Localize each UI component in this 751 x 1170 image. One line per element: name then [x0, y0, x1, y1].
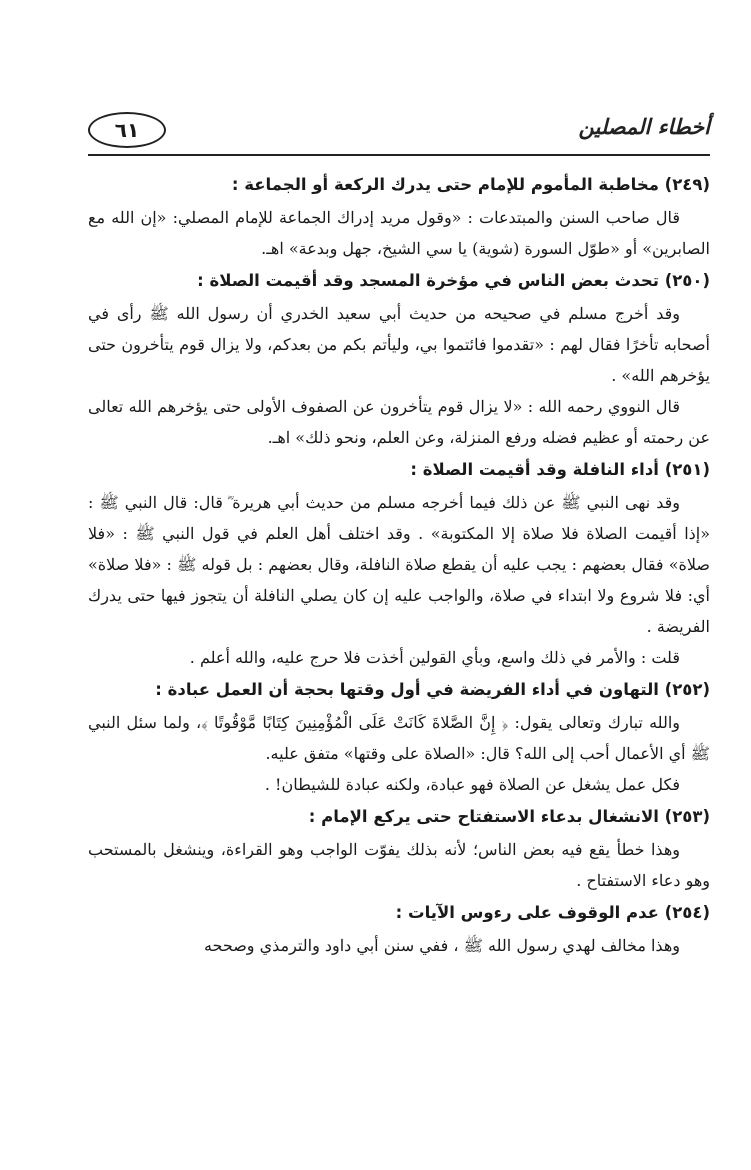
- paragraph: قلت : والأمر في ذلك واسع، وبأي القولين أخذت فلا حرج عليه، والله أعلم .: [189, 648, 680, 667]
- header-rule: [88, 154, 710, 156]
- running-title: أخطاء المصلين: [578, 114, 710, 139]
- paragraph: قال صاحب السنن والمبتدعات : «وقول مريد إدراك الجماعة للإمام المصلي: «إن الله مع الصابرين» أو «طوّل السورة (شوية) يا سي الشيخ، جهل وبدعة» اهـ.: [88, 208, 710, 258]
- paragraph: قال النووي رحمه الله : «لا يزال قوم يتأخرون عن الصفوف الأولى حتى يؤخرهم الله تعالى عن رحمته أو عظيم فضله ورفع المنزلة، وعن العلم، ونحو ذلك» اهـ.: [88, 397, 710, 447]
- section-heading-249: (٢٤٩) مخاطبة المأموم للإمام حتى يدرك الركعة أو الجماعة :: [231, 175, 710, 194]
- paragraph: وهذا مخالف لهدي رسول الله ﷺ ، ففي سنن أبي داود والترمذي وصححه: [203, 936, 680, 955]
- page-body: [88, 168, 710, 961]
- section-heading-254: (٢٥٤) عدم الوقوف على رءوس الآيات :: [395, 903, 710, 922]
- page-number: ٦١: [88, 112, 166, 148]
- section-heading-251: (٢٥١) أداء النافلة وقد أقيمت الصلاة :: [410, 460, 710, 479]
- paragraph: وهذا خطأ يقع فيه بعض الناس؛ لأنه بذلك يفوّت الواجب وهو القراءة، وينشغل بالمستحب وهو دعاء الاستفتاح .: [88, 840, 710, 890]
- paragraph: وقد نهى النبي ﷺ عن ذلك فيما أخرجه مسلم من حديث أبي هريرة ؓ قال: قال النبي ﷺ : «إذا أقيمت الصلاة فلا صلاة إلا المكتوبة» . وقد اختلف أهل العلم في قول النبي ﷺ : «فلا صلاة» فقال بعضهم : يجب عليه أن يقطع صلاة النافلة، وقال بعضهم : بل قوله ﷺ : «فلا صلاة» أي: فلا شروع ولا ابتداء في صلاة، والواجب عليه إن كان يصلي النافلة أن يتجوز فيها حتى يدرك الفريضة .: [88, 493, 710, 636]
- page-header: [88, 112, 710, 152]
- paragraph: وقد أخرج مسلم في صحيحه من حديث أبي سعيد الخدري أن رسول الله ﷺ رأى في أصحابه تأخرًا فقال لهم : «تقدموا فائتموا بي، وليأتم بكم من بعدكم، ولا يزال قوم يتأخرون حتى يؤخرهم الله» .: [88, 304, 710, 385]
- paragraph: والله تبارك وتعالى يقول: ﴿ إِنَّ الصَّلاةَ كَانَتْ عَلَى الْمُؤْمِنِينَ كِتَابًا مَّوْقُوتًا ﴾، ولما سئل النبي ﷺ أي الأعمال أحب إلى الله؟ قال: «الصلاة على وقتها» متفق عليه.: [88, 713, 710, 763]
- section-heading-252: (٢٥٢) التهاون في أداء الفريضة في أول وقتها بحجة أن العمل عبادة :: [155, 680, 710, 699]
- paragraph: فكل عمل يشغل عن الصلاة فهو عبادة، ولكنه عبادة للشيطان! .: [264, 775, 680, 794]
- section-heading-253: (٢٥٣) الانشغال بدعاء الاستفتاح حتى يركع الإمام :: [308, 807, 710, 826]
- section-heading-250: (٢٥٠) تحدث بعض الناس في مؤخرة المسجد وقد أقيمت الصلاة :: [197, 271, 710, 290]
